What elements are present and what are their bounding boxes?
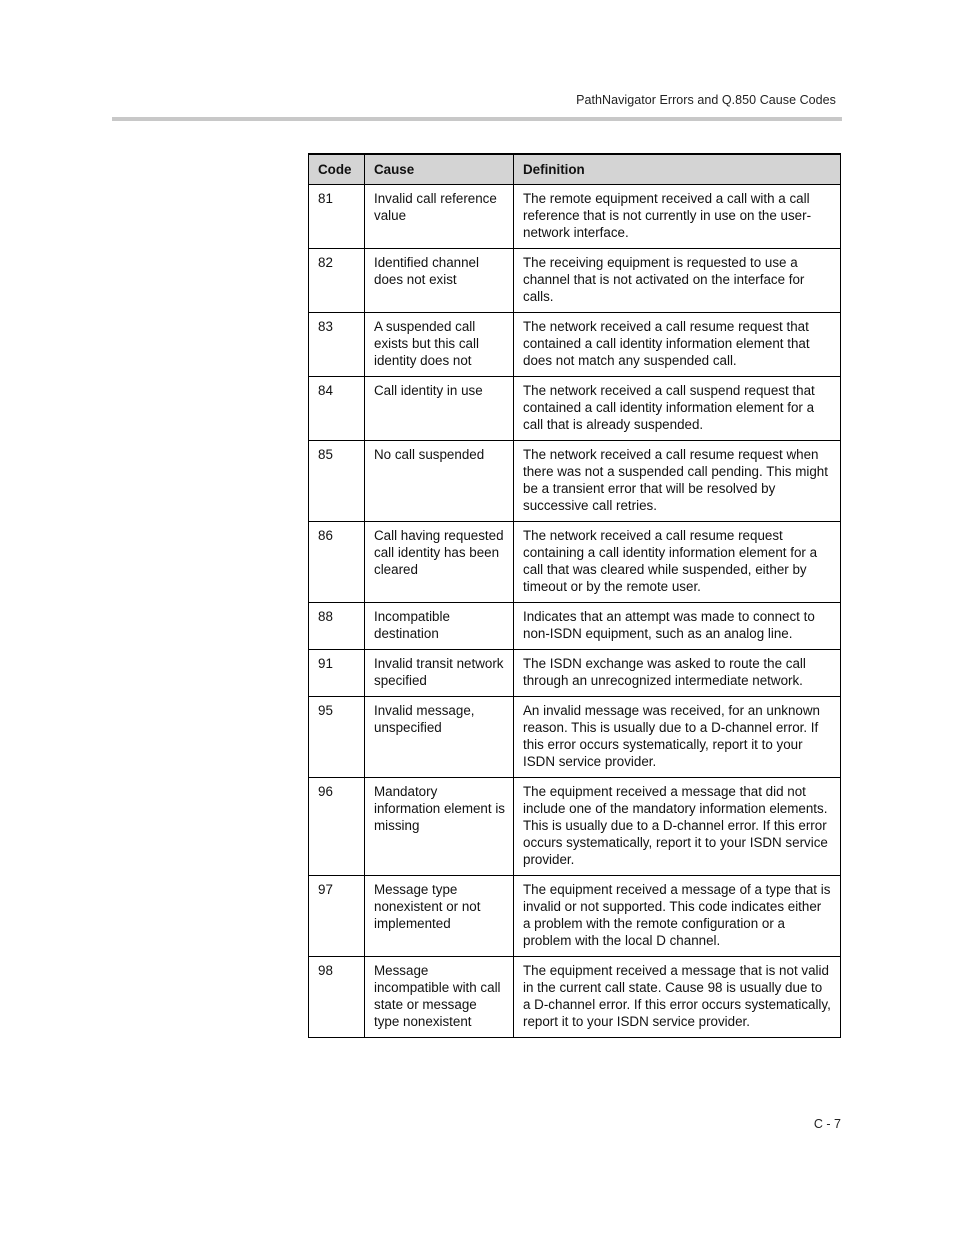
table-row xyxy=(309,185,841,249)
cell-definition: The equipment received a message that did not include one of the mandatory information elements. This is usually due to a D-channel error. If this error occurs systematically, report it to your ISDN service provider. xyxy=(514,778,841,876)
table-row xyxy=(309,313,841,377)
cell-cause: Invalid message, unspecified xyxy=(365,697,514,778)
cell-code: 95 xyxy=(309,697,365,778)
cell-cause: Call identity in use xyxy=(365,377,514,441)
cell-definition: The receiving equipment is requested to use a channel that is not activated on the interface for calls. xyxy=(514,249,841,313)
cell-definition: The ISDN exchange was asked to route the call through an unrecognized intermediate network. xyxy=(514,650,841,697)
table-row xyxy=(309,650,841,697)
column-header-code: Code xyxy=(309,154,365,185)
cell-cause: Identified channel does not exist xyxy=(365,249,514,313)
column-header-cause: Cause xyxy=(365,154,514,185)
cell-cause: No call suspended xyxy=(365,441,514,522)
table-row xyxy=(309,603,841,650)
table-row xyxy=(309,876,841,957)
header-rule xyxy=(112,117,842,121)
column-header-definition: Definition xyxy=(514,154,841,185)
cell-cause: Call having requested call identity has been cleared xyxy=(365,522,514,603)
cell-code: 88 xyxy=(309,603,365,650)
table-row xyxy=(309,778,841,876)
cell-cause: Invalid call reference value xyxy=(365,185,514,249)
cell-definition: The equipment received a message that is not valid in the current call state. Cause 98 is usually due to a D-channel error. If this error occurs systematically, report it to your ISDN service provider. xyxy=(514,957,841,1038)
cell-definition: Indicates that an attempt was made to connect to non-ISDN equipment, such as an analog line. xyxy=(514,603,841,650)
table-row xyxy=(309,697,841,778)
table-row xyxy=(309,377,841,441)
cell-definition: The network received a call resume request that contained a call identity information element that does not match any suspended call. xyxy=(514,313,841,377)
table-row xyxy=(309,249,841,313)
cell-definition: The equipment received a message of a type that is invalid or not supported. This code indicates either a problem with the remote configuration or a problem with the local D channel. xyxy=(514,876,841,957)
table-row xyxy=(309,522,841,603)
cell-definition: The network received a call resume request containing a call identity information element for a call that was cleared while suspended, either by timeout or by the remote user. xyxy=(514,522,841,603)
cell-code: 82 xyxy=(309,249,365,313)
cell-cause: Message type nonexistent or not implemented xyxy=(365,876,514,957)
cause-codes-table xyxy=(308,153,841,1038)
cell-code: 81 xyxy=(309,185,365,249)
page-number: C - 7 xyxy=(813,1117,841,1131)
cell-definition: The network received a call resume request when there was not a suspended call pending. This might be a transient error that will be resolved by successive call retries. xyxy=(514,441,841,522)
cell-code: 96 xyxy=(309,778,365,876)
cell-code: 91 xyxy=(309,650,365,697)
cell-cause: Mandatory information element is missing xyxy=(365,778,514,876)
cell-cause: A suspended call exists but this call identity does not xyxy=(365,313,514,377)
running-header: PathNavigator Errors and Q.850 Cause Codes xyxy=(576,93,836,107)
table-row xyxy=(309,441,841,522)
cell-cause: Incompatible destination xyxy=(365,603,514,650)
cell-code: 98 xyxy=(309,957,365,1038)
table-row xyxy=(309,957,841,1038)
cell-definition: The remote equipment received a call with a call reference that is not currently in use on the user-network interface. xyxy=(514,185,841,249)
cell-cause: Message incompatible with call state or message type nonexistent xyxy=(365,957,514,1038)
cell-code: 97 xyxy=(309,876,365,957)
cell-definition: The network received a call suspend request that contained a call identity information element for a call that is already suspended. xyxy=(514,377,841,441)
cell-code: 84 xyxy=(309,377,365,441)
cell-code: 83 xyxy=(309,313,365,377)
cell-code: 85 xyxy=(309,441,365,522)
table-header-row xyxy=(309,154,841,185)
cell-code: 86 xyxy=(309,522,365,603)
cell-definition: An invalid message was received, for an unknown reason. This is usually due to a D-channel error. If this error occurs systematically, report it to your ISDN service provider. xyxy=(514,697,841,778)
cell-cause: Invalid transit network specified xyxy=(365,650,514,697)
